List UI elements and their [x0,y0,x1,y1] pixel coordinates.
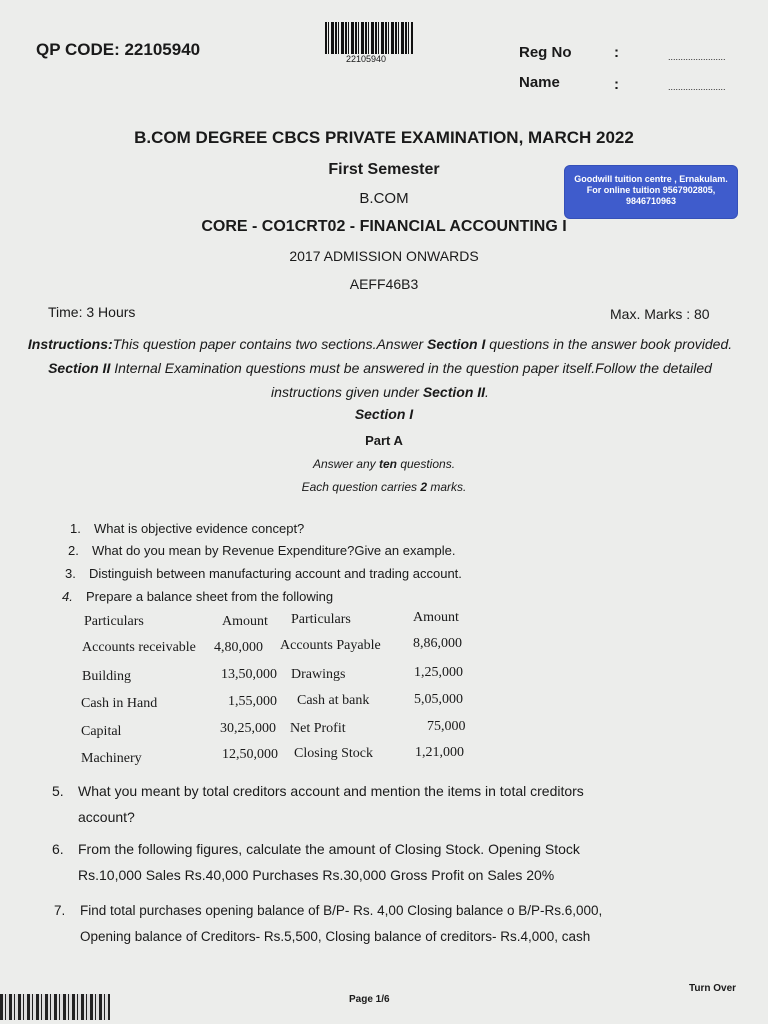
table-cell: 8,86,000 [413,636,462,651]
part-title: Part A [365,433,403,448]
table-cell: Machinery [81,751,142,766]
marks-count: 2 [420,480,428,494]
marks-word: marks. [427,480,467,494]
question-number: 7. [54,903,66,918]
question-number: 4. [62,589,73,604]
table-cell: Accounts receivable [82,640,196,655]
question-text: What is objective evidence concept? [94,521,305,536]
section-title: Section I [354,406,414,422]
instructions-text-1: This question paper contains two sections.Answer [112,336,428,352]
question-5 [52,778,752,830]
table-header-cell: Particulars [291,612,351,627]
admission: 2017 ADMISSION ONWARDS [289,248,479,264]
page-number: Page 1/6 [349,994,390,1005]
table-cell: 1,21,000 [415,745,464,760]
stamp-line-1: Goodwill tuition centre , Ernakulam. [574,174,728,184]
instructions-label: Instructions: [27,336,113,352]
questions-word: questions. [396,457,456,471]
instructions-text-3: Internal Examination questions must be answered in the question paper itself.Follow the detailed instructions given under [110,360,712,400]
instructions-text-4: . [485,384,489,400]
exam-title: B.COM DEGREE CBCS PRIVATE EXAMINATION, MARCH 2022 [134,128,634,147]
name-field: ....................... [668,82,726,92]
marks-instruction [0,480,768,494]
table-cell: Drawings [291,667,346,682]
question-4 [62,589,333,604]
question-number: 5. [52,783,64,799]
time: Time: 3 Hours [48,304,136,320]
turn-over: Turn Over [689,983,737,994]
table-cell: Building [82,669,132,684]
question-number: 2. [68,543,79,558]
name-label: Name [519,74,560,91]
stamp-line-2: For online tuition 9567902805, [586,185,716,195]
instructions-section-2b: Section II [422,384,486,400]
reg-no-field: ....................... [668,52,726,62]
stamp-line-3: 9846710963 [625,196,677,206]
table-cell: 30,25,000 [220,721,276,736]
question-text: Distinguish between manufacturing account and trading account. [89,566,462,581]
table-cell: 12,50,000 [222,747,278,762]
question-1 [70,521,304,536]
question-text-cont: Opening balance of Creditors- Rs.5,500, Closing balance of creditors- Rs.4,000, cash [80,929,591,944]
table-header-cell: Amount [222,614,268,629]
reg-no-label: Reg No [519,44,572,61]
question-text: What do you mean by Revenue Expenditure?Give an example. [92,543,456,558]
question-text-cont: Rs.10,000 Sales Rs.40,000 Purchases Rs.30,000 Gross Profit on Sales 20% [78,867,555,883]
instructions-section-2: Section II [48,360,111,376]
programme: B.COM [359,190,409,207]
table-cell: Cash in Hand [81,696,158,711]
max-marks: Max. Marks : 80 [610,306,710,322]
question-text-cont: account? [78,809,135,825]
question-text: Find total purchases opening balance of B/P- Rs. 4,00 Closing balance o B/P-Rs.6,000, [80,903,603,918]
instructions-section-1: Section I [427,336,486,352]
table-cell: 5,05,000 [414,692,463,707]
question-7 [54,898,766,950]
table-cell: 13,50,000 [221,667,277,682]
name-colon: : [614,76,619,93]
instructions [22,332,738,404]
course-title: CORE - CO1CRT02 - FINANCIAL ACCOUNTING I [201,218,567,235]
semester: First Semester [328,161,440,178]
reg-no-colon: : [614,44,619,61]
answer-instruction [0,457,768,471]
question-3 [65,566,462,581]
question-6 [52,836,762,888]
question-text: Prepare a balance sheet from the following [86,589,334,604]
question-number: 3. [65,566,76,581]
table-cell: 4,80,000 [214,640,263,655]
answer-count: ten [378,457,397,471]
qr-code-icon [0,994,110,1020]
table-cell: Capital [81,724,122,739]
table-cell: Net Profit [290,721,346,736]
table-cell: 75,000 [427,719,466,734]
paper-code: AEFF46B3 [349,276,419,292]
table-cell: Accounts Payable [280,638,381,653]
question-number: 1. [70,521,81,536]
table-cell: Closing Stock [294,746,373,761]
question-2 [68,543,456,558]
barcode-number: 22105940 [346,54,387,64]
table-header-cell: Amount [413,610,459,625]
table-cell: Cash at bank [297,693,370,708]
question-number: 6. [52,841,64,857]
each-carries: Each question carries [301,480,421,494]
qp-code: QP CODE: 22105940 [36,40,201,59]
table-cell: 1,55,000 [228,694,277,709]
instructions-text-2: questions in the answer book provided. [485,336,733,352]
question-text: What you meant by total creditors account and mention the items in total creditors [78,783,584,799]
table-cell: 1,25,000 [414,665,463,680]
question-text: From the following figures, calculate the amount of Closing Stock. Opening Stock [78,841,580,857]
tuition-stamp [564,165,738,219]
table-header-cell: Particulars [84,614,144,629]
barcode-icon [325,22,413,54]
answer-any: Answer any [312,457,379,471]
